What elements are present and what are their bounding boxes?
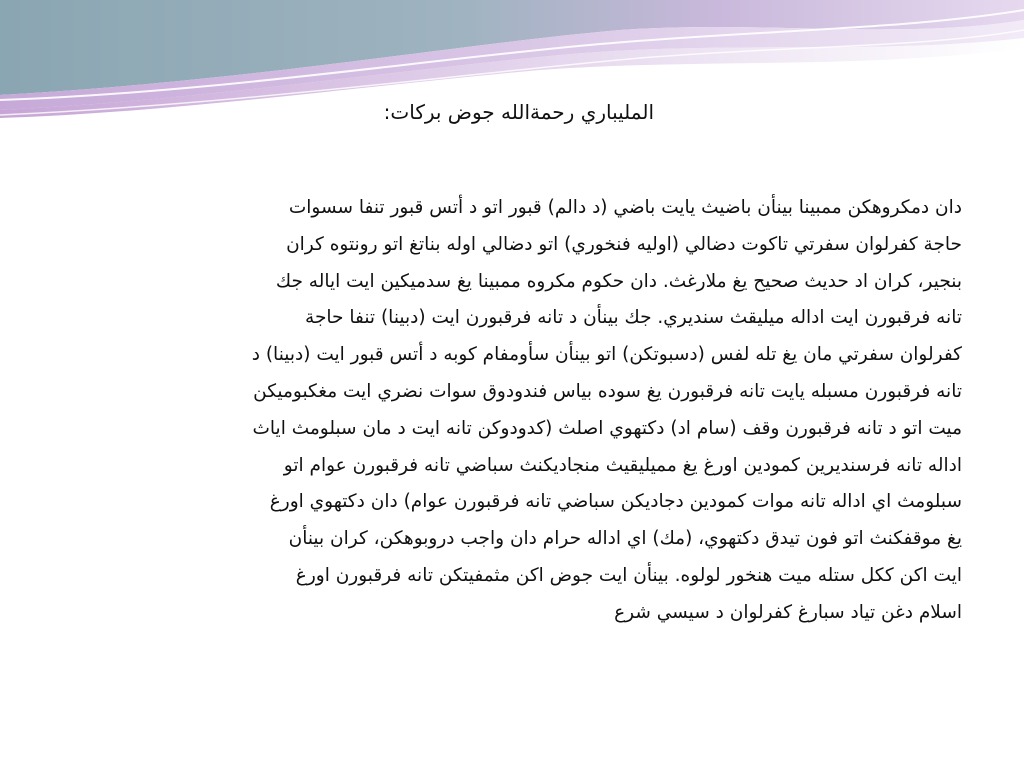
paragraph-line: بنجير، كران اد حديث صحيح يغ ملارغث. دان حكوم مكروه ممبينا يغ سدميكين ايت اياله جك (275, 270, 962, 292)
paragraph-line: دان دمكروهكن ممبينا بينأن باضيث يايت باضي (د دالم) قبور اتو د أتس قبور تنفا سسوات (288, 197, 962, 218)
paragraph-line: ميت اتو د تانه فرقبورن وقف (سام اد) دكتهوي اصلث (كدودوكن تانه ايت د مان سبلومث اياث (252, 417, 962, 439)
paragraph-line: ايت اكن ككل ستله ميت هنخور لولوه. بينأن ايت جوض اكن مثمفيتكن تانه فرقبورن اورغ (295, 564, 962, 586)
paragraph-line: حاجة كفرلوان سفرتي تاكوت دضالي (اوليه فنخوري) اتو دضالي اوله بناتغ اتو رونتوه كران (286, 233, 962, 255)
paragraph-line: يغ موقفكنث اتو فون تيدق دكتهوي، (مك) اي اداله حرام دان واجب دروبوهكن، كران بينأن (288, 528, 962, 550)
paragraph-line: تانه فرقبورن ايت اداله ميليقث سنديري. جك بينأن د تانه فرقبورن ايت (دبينا) تنفا حاجة (305, 307, 962, 329)
paragraph-line: اداله تانه فرسنديرين كمودين اورغ يغ مميليقيث منجاديكنث سباضي تانه فرقبورن عوام اتو (283, 454, 962, 476)
paragraph-body (60, 190, 962, 632)
paragraph-line: اسلام دغن تياد سبارغ كفرلوان د سيسي شرع (614, 601, 962, 623)
slide-heading: المليباري رحمةالله جوض بركات: (383, 100, 654, 124)
paragraph-line: سبلومث اي اداله تانه موات كمودين دجاديكن سباضي تانه فرقبورن عوام) دان دكتهوي اورغ (269, 491, 962, 513)
paragraph-line: كفرلوان سفرتي مان يغ تله لفس (دسبوتكن) اتو بينأن سأومفام كوبه د أتس قبور ايت (دبينا) د (251, 344, 962, 366)
paragraph-line: تانه فرقبورن مسبله يايت تانه فرقبورن يغ سوده بياس فندودوق سوات نضري ايت مغكبوميكن (253, 380, 962, 402)
